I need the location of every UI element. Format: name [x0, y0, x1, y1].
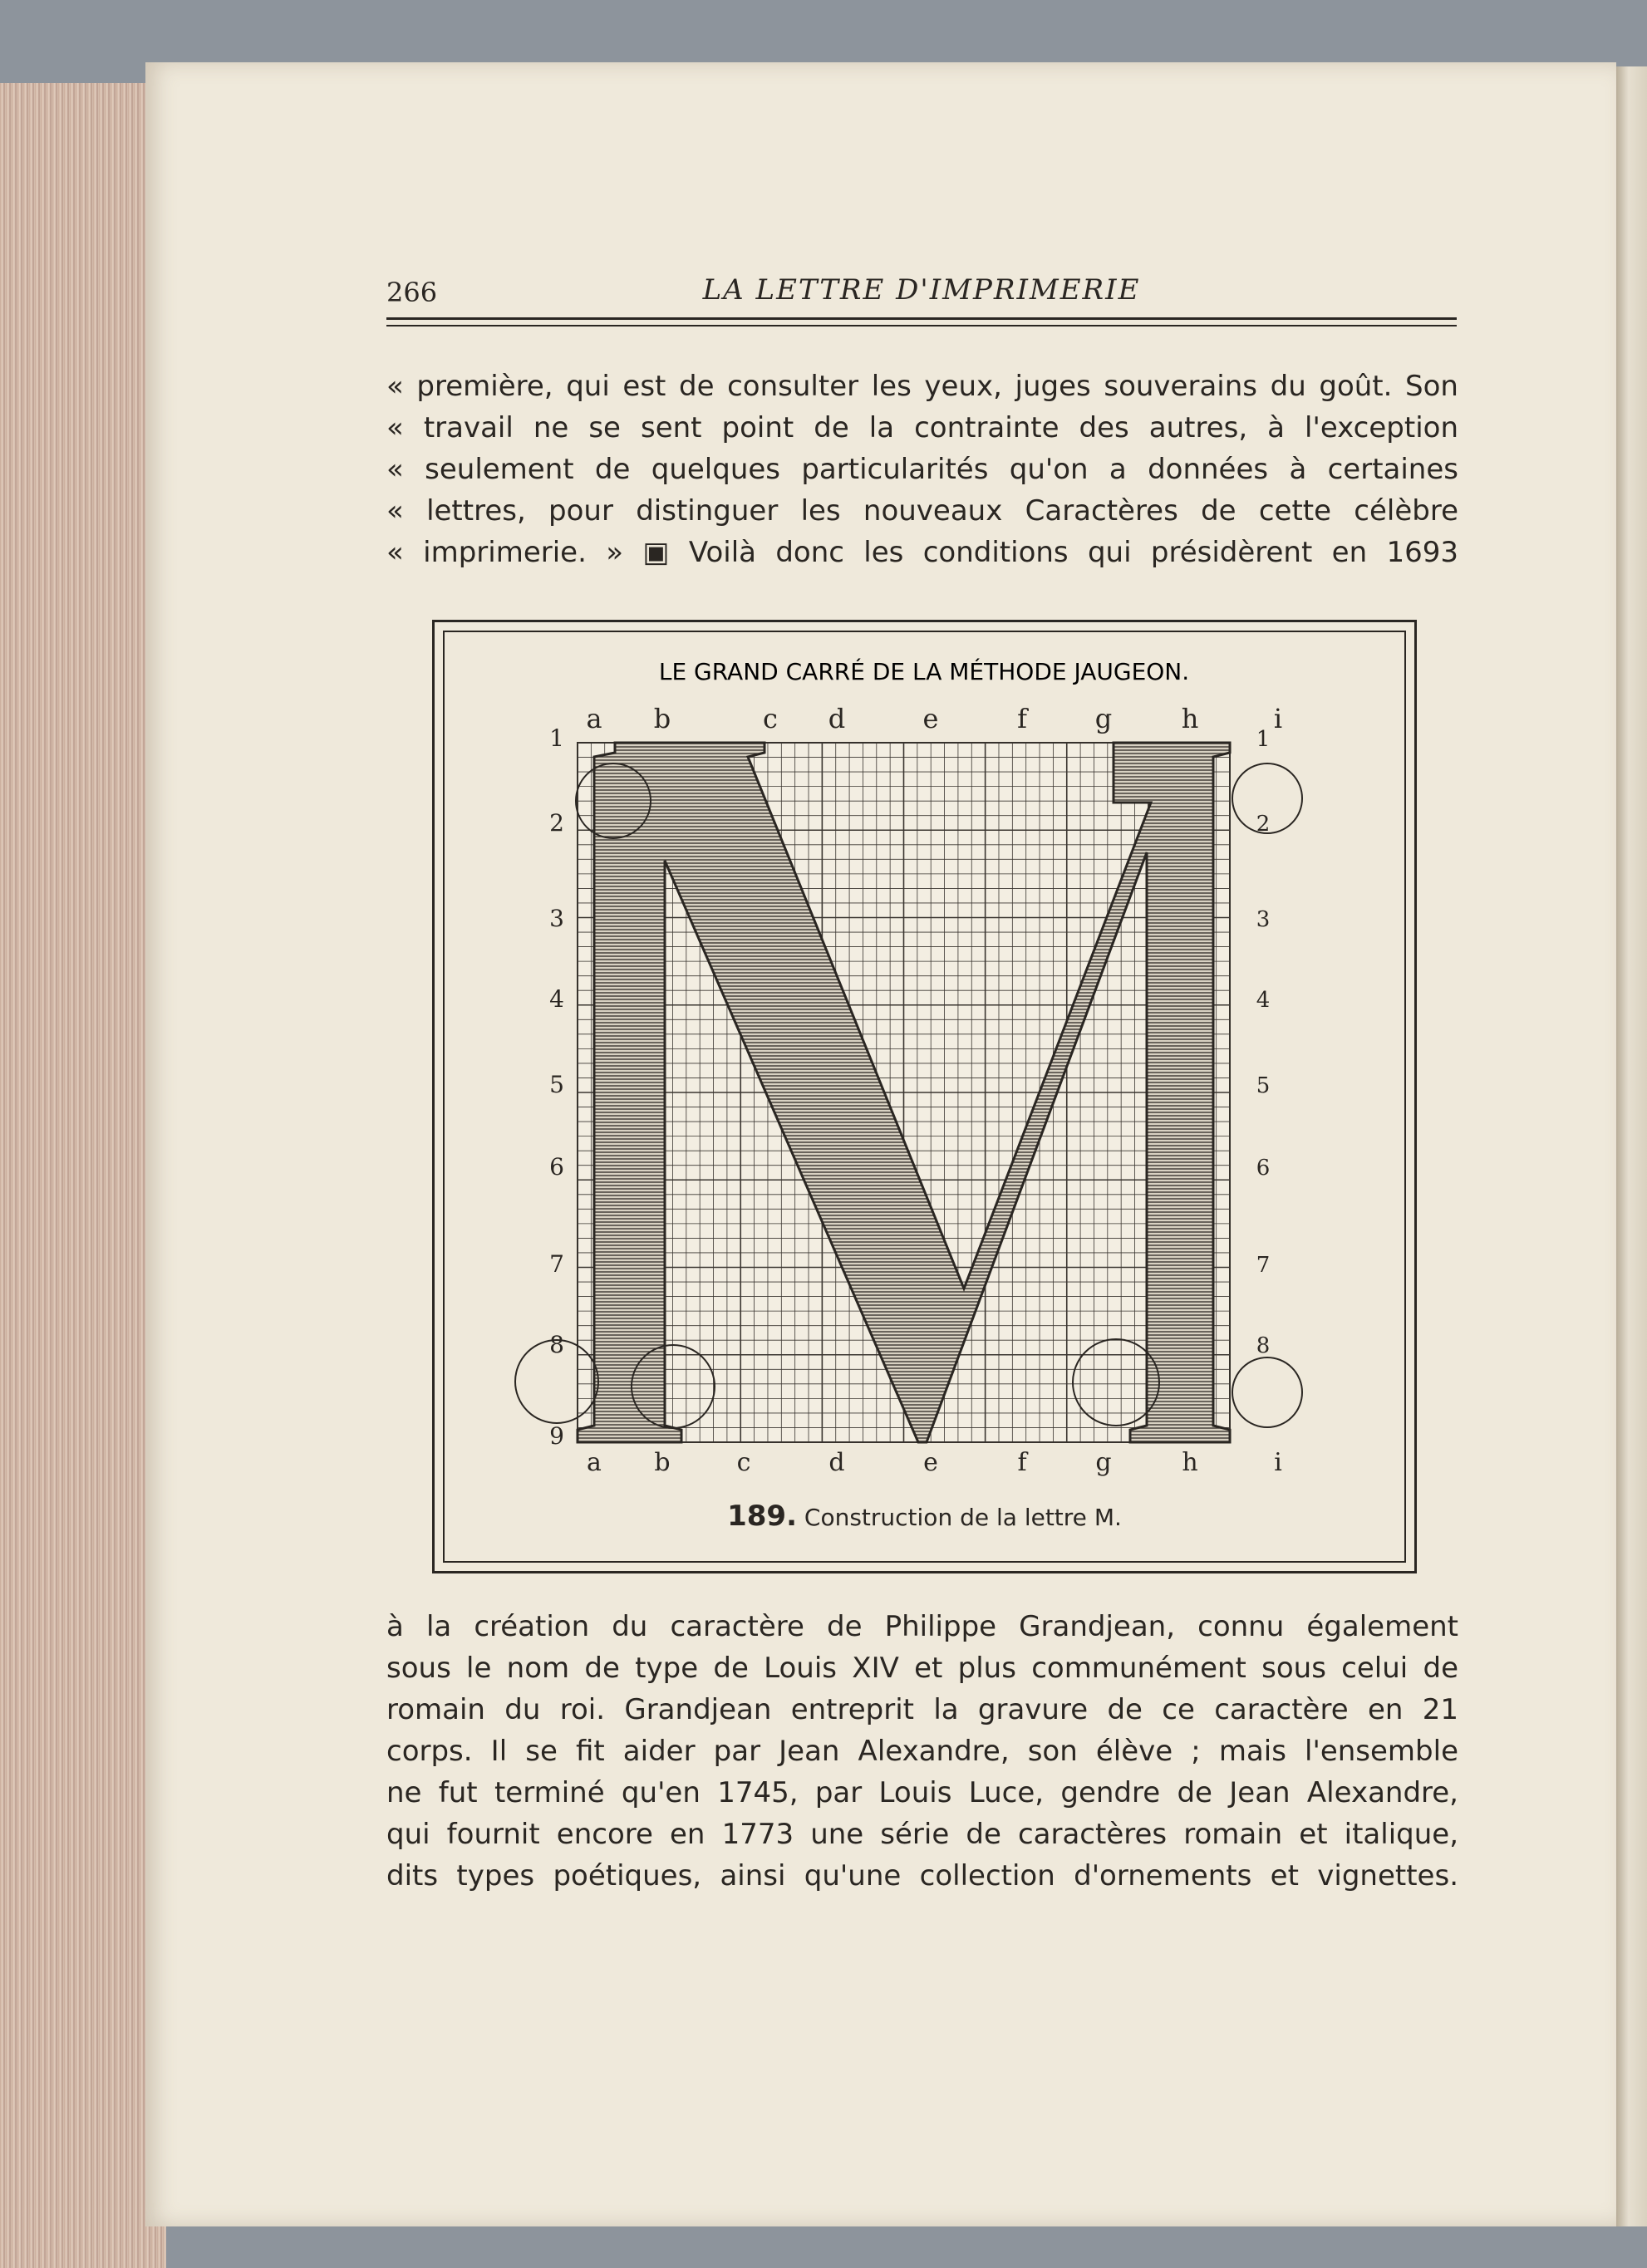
row-label-left: 1 [549, 724, 564, 752]
row-label-right: 1 [1256, 727, 1271, 752]
column-label-top: h [1181, 703, 1199, 734]
column-label-bottom: d [828, 1448, 845, 1477]
text-line: « première, qui est de consulter les yeux, juges souverains du goût. Son [386, 370, 1458, 403]
caption-text: Construction de la lettre M. [804, 1504, 1122, 1531]
column-label-top: g [1094, 703, 1113, 734]
text-line: « lettres, pour distinguer les nouveaux Caractères de cette célèbre [386, 494, 1458, 528]
column-label-bottom: c [736, 1448, 751, 1477]
text-line: « seulement de quelques particularités qu'on a données à certaines [386, 453, 1458, 486]
column-label-bottom: i [1274, 1448, 1282, 1477]
column-label-top: a [586, 703, 602, 734]
column-label-bottom: b [654, 1448, 671, 1477]
row-label-left: 7 [549, 1250, 564, 1278]
column-label-top: f [1017, 703, 1027, 734]
column-label-bottom: a [587, 1448, 602, 1477]
column-label-top: c [763, 703, 778, 734]
text-line: ne fut terminé qu'en 1745, par Louis Luce, gendre de Jean Alexandre, [386, 1776, 1458, 1809]
column-label-top: d [828, 703, 846, 734]
row-label-left: 9 [549, 1422, 564, 1450]
row-label-left: 8 [549, 1331, 564, 1358]
caption-number: 189. [727, 1500, 797, 1533]
column-labels-top [586, 703, 1282, 734]
page-header [386, 270, 1457, 345]
row-label-right: 4 [1256, 988, 1271, 1013]
column-label-top: i [1273, 703, 1283, 734]
row-label-right: 3 [1256, 907, 1271, 932]
figure-title: LE GRAND CARRÉ DE LA MÉTHODE JAUGEON. [658, 658, 1190, 685]
header-rule-thick [386, 317, 1457, 320]
row-label-left: 4 [549, 985, 564, 1013]
cover-edge [0, 50, 166, 83]
column-label-top: e [922, 703, 939, 734]
text-line: sous le nom de type de Louis XIV et plus communément sous celui de [386, 1652, 1458, 1685]
text-line: à la création du caractère de Philippe Grandjean, connu également [386, 1610, 1458, 1643]
row-label-left: 5 [549, 1071, 564, 1098]
column-label-bottom: g [1095, 1448, 1112, 1477]
row-label-right: 2 [1256, 812, 1271, 837]
row-label-right: 8 [1256, 1333, 1271, 1358]
row-label-left: 2 [549, 809, 564, 837]
column-label-bottom: h [1182, 1448, 1198, 1477]
column-labels-bottom [587, 1448, 1282, 1477]
paragraph-bottom [386, 1606, 1458, 1897]
row-labels-right [1256, 727, 1271, 1358]
running-title: LA LETTRE D'IMPRIMERIE [702, 273, 1141, 307]
row-label-left: 6 [549, 1153, 564, 1181]
header-rule-thin [386, 325, 1457, 326]
row-label-right: 7 [1256, 1253, 1271, 1278]
row-labels-left [549, 724, 564, 1450]
text-line: qui fournit encore en 1773 une série de caractères romain et italique, [386, 1818, 1458, 1851]
text-line: « travail ne se sent point de la contrainte des autres, à l'exception [386, 411, 1458, 444]
column-label-top: b [653, 703, 671, 734]
row-label-right: 5 [1256, 1073, 1271, 1098]
figure-caption [432, 1500, 1417, 1533]
text-line: « imprimerie. » ▣ Voilà donc les conditions qui présidèrent en 1693 [386, 536, 1458, 569]
row-label-left: 3 [549, 905, 564, 932]
facing-page-edge [1616, 66, 1647, 2226]
book-page-edges [0, 50, 166, 2268]
text-line: corps. Il se fit aider par Jean Alexandre, son élève ; mais l'ensemble [386, 1735, 1458, 1768]
column-label-bottom: e [923, 1448, 938, 1477]
column-label-bottom: f [1017, 1448, 1027, 1477]
figure-illustration [432, 620, 1417, 1573]
text-line: dits types poétiques, ainsi qu'une collection d'ornements et vignettes. [386, 1859, 1458, 1892]
page-number: 266 [386, 277, 438, 308]
row-label-right: 6 [1256, 1156, 1271, 1181]
paragraph-top [386, 366, 1458, 573]
text-line: romain du roi. Grandjean entreprit la gravure de ce caractère en 21 [386, 1693, 1458, 1726]
